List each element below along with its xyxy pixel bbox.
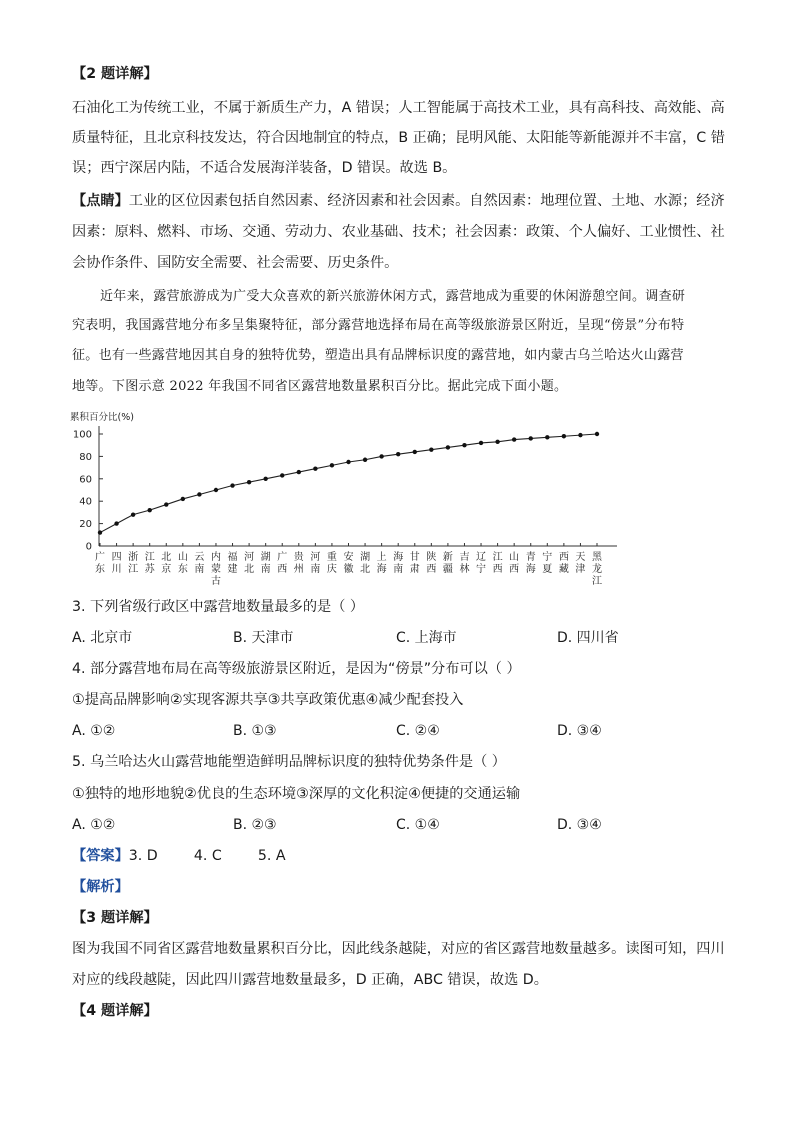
chart-axes (99, 426, 617, 546)
chart-data-point (479, 441, 483, 445)
cumulative-percent-chart (66, 404, 636, 590)
chart-x-tick-label: 河北 (244, 552, 255, 575)
section3-heading: 【3 题详解】 (72, 910, 158, 926)
q4-option-d[interactable]: D. ③④ (557, 723, 602, 739)
section4-heading: 【4 题详解】 (72, 1003, 158, 1019)
q4-option-a[interactable]: A. ①② (72, 723, 116, 739)
chart-x-tick-label: 江苏 (144, 552, 155, 575)
q3-option-d[interactable]: D. 四川省 (557, 630, 619, 646)
chart-data-point (446, 445, 450, 449)
section3-line-2: 对应的线段越陡，因此四川露营地数量最多，D 正确，ABC 错误，故选 D。 (72, 972, 548, 988)
chart-x-ticks (95, 543, 603, 587)
dianjing-line-2: 因素：原料、燃料、市场、交通、劳动力、农业基础、技术；社会因素：政策、个人偏好、工业惯性、社 (72, 224, 725, 240)
q5-option-d[interactable]: D. ③④ (557, 817, 602, 833)
chart-y-tick-label: 100 (72, 429, 92, 441)
chart-x-tick-label: 山西 (509, 552, 520, 575)
q3-option-c[interactable]: C. 上海市 (396, 630, 457, 646)
q3-option-a[interactable]: A. 北京市 (72, 630, 133, 646)
answer-label: 【答案】 (72, 848, 129, 864)
section2-line-2: 质量特征，且北京科技发达，符合因地制宜的特点，B 正确；昆明风能、太阳能等新能源并不丰富，C 错 (72, 130, 725, 146)
chart-data-point (462, 443, 466, 447)
chart-data-point (363, 458, 367, 462)
q3-stem: 3. 下列省级行政区中露营地数量最多的是（ ） (72, 599, 365, 615)
chart-x-tick-label: 西藏 (558, 552, 569, 575)
chart-x-tick-label: 天津 (575, 552, 586, 575)
section3-line-1: 图为我国不同省区露营地数量累积百分比，因此线条越陡，对应的省区露营地数量越多。读图可知，四川 (72, 941, 725, 957)
chart-data-point (495, 440, 499, 444)
chart-x-tick-label: 四川 (111, 552, 122, 575)
chart-series-points (98, 432, 599, 535)
chart-data-point (181, 497, 185, 501)
chart-data-point (263, 477, 267, 481)
chart-x-tick-label: 陕西 (426, 552, 437, 575)
chart-x-tick-label: 青海 (525, 552, 536, 575)
chart-data-point (330, 463, 334, 467)
section2-line-1: 石油化工为传统工业，不属于新质生产力，A 错误；人工智能属于高技术工业，具有高科技、高效能、高 (72, 100, 725, 116)
chart-data-point (148, 508, 152, 512)
chart-data-point (197, 492, 201, 496)
chart-data-point (529, 436, 533, 440)
chart-y-axis-label: 累积百分比(%) (70, 412, 134, 423)
chart-data-point (230, 483, 234, 487)
q4-items: ①提高品牌影响②实现客源共享③共享政策优惠④减少配套投入 (72, 692, 464, 708)
chart-x-tick-label: 上海 (376, 552, 387, 575)
analysis-label: 【解析】 (72, 879, 129, 895)
chart-data-point (512, 437, 516, 441)
chart-data-point (346, 460, 350, 464)
chart-data-point (379, 454, 383, 458)
passage-line-2: 究表明，我国露营地分布多呈集聚特征，部分露营地选择布局在高等级旅游景区附近，呈现“傍景”分布特 (72, 318, 685, 333)
chart-x-tick-label: 江西 (492, 552, 503, 575)
chart-line-path (100, 434, 597, 533)
q5-option-b[interactable]: B. ②③ (233, 817, 277, 833)
dianjing-line-3: 会协作条件、国防安全需要、社会需要、历史条件。 (72, 255, 399, 271)
chart-data-point (413, 450, 417, 454)
chart-x-tick-label: 贵州 (293, 552, 304, 575)
chart-data-point (214, 488, 218, 492)
chart-data-point (164, 502, 168, 506)
section2-heading: 【2 题详解】 (72, 66, 158, 82)
q4-stem: 4. 部分露营地布局在高等级旅游景区附近，是因为“傍景”分布可以（ ） (72, 661, 521, 677)
chart-x-tick-label: 新疆 (442, 552, 453, 575)
passage-line-3: 征。也有一些露营地因其自身的独特优势，塑造出具有品牌标识度的露营地，如内蒙古乌兰哈达火山露营 (72, 348, 684, 363)
chart-x-tick-label: 山东 (177, 552, 188, 575)
chart-x-tick-label: 海南 (393, 552, 404, 575)
chart-x-tick-label: 内蒙古 (210, 552, 221, 587)
chart-data-point (98, 530, 102, 534)
q5-option-c[interactable]: C. ①④ (396, 817, 440, 833)
chart-data-point (595, 432, 599, 436)
q3-option-b[interactable]: B. 天津市 (233, 630, 294, 646)
chart-data-point (578, 433, 582, 437)
chart-y-tick-label: 40 (79, 496, 92, 508)
passage-line-1: 近年来，露营旅游成为广受大众喜欢的新兴旅游休闲方式，露营地成为重要的休闲游憩空间。调查研 (100, 289, 686, 304)
q5-option-a[interactable]: A. ①② (72, 817, 116, 833)
chart-x-tick-label: 云南 (194, 552, 205, 575)
chart-x-tick-label: 北京 (161, 552, 172, 575)
chart-x-tick-label: 宁夏 (542, 552, 553, 575)
dianjing-text-1: 工业的区位因素包括自然因素、经济因素和社会因素。自然因素：地理位置、土地、水源；经济 (128, 193, 725, 209)
chart-x-tick-label: 福建 (227, 552, 238, 575)
chart-x-tick-label: 湖南 (260, 552, 271, 575)
chart-data-point (280, 473, 284, 477)
chart-series-line (100, 434, 597, 533)
chart-x-tick-label: 广西 (277, 552, 288, 575)
dianjing-label: 【点睛】 (72, 193, 129, 209)
chart-y-tick-label: 20 (79, 519, 92, 531)
section2-line-3: 误；西宁深居内陆，不适合发展海洋装备，D 错误。故选 B。 (72, 160, 457, 176)
q4-option-c[interactable]: C. ②④ (396, 723, 440, 739)
chart-x-tick-label: 安徽 (343, 552, 354, 575)
answer-line (72, 846, 286, 866)
chart-x-tick-label: 甘肃 (409, 552, 420, 575)
chart-x-tick-label: 广东 (95, 552, 105, 575)
chart-data-point (396, 452, 400, 456)
chart-x-tick-label: 辽宁 (476, 552, 487, 575)
chart-x-tick-label: 湖北 (360, 552, 371, 575)
chart-x-tick-label: 黑龙江 (592, 552, 602, 587)
chart-y-tick-label: 60 (79, 474, 92, 486)
chart-data-point (562, 434, 566, 438)
chart-y-tick-label: 80 (79, 451, 92, 463)
chart-y-tick-label: 0 (85, 541, 92, 553)
chart-x-tick-label: 浙江 (128, 552, 139, 575)
answer-text: 3. D 4. C 5. A (128, 848, 286, 864)
chart-data-point (297, 470, 301, 474)
chart-data-point (114, 521, 118, 525)
chart-data-point (131, 512, 135, 516)
dianjing-line-1 (72, 191, 725, 211)
q5-stem: 5. 乌兰哈达火山露营地能塑造鲜明品牌标识度的独特优势条件是（ ） (72, 754, 506, 770)
chart-x-tick-label: 河南 (310, 552, 321, 575)
q5-items: ①独特的地形地貌②优良的生态环境③深厚的文化积淀④便捷的交通运输 (72, 786, 521, 802)
chart-x-tick-label: 重庆 (326, 552, 337, 575)
q4-option-b[interactable]: B. ①③ (233, 723, 277, 739)
passage-line-4: 地等。下图示意 2022 年我国不同省区露营地数量累积百分比。据此完成下面小题。 (72, 379, 568, 394)
chart-data-point (313, 467, 317, 471)
chart-data-point (545, 435, 549, 439)
chart-data-point (247, 480, 251, 484)
chart-x-tick-label: 吉林 (459, 552, 470, 575)
chart-data-point (429, 447, 433, 451)
